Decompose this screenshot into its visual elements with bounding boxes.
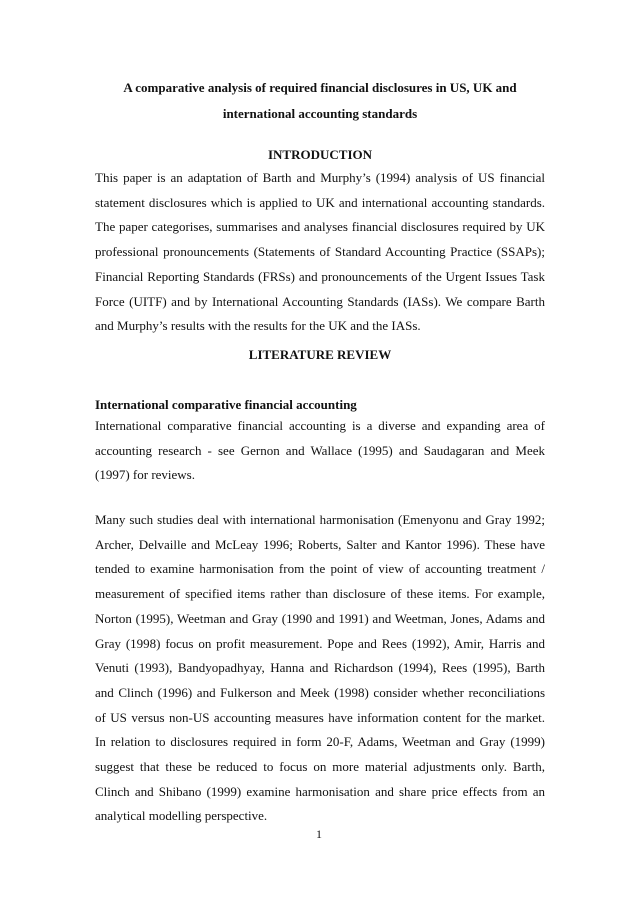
literature-paragraph-1: International comparative financial accounting is a diverse and expanding area of accounting research - see Gernon and Wallace (1995) and Saudagaran and Meek (1997) for reviews. — [95, 418, 545, 483]
paper-title: A comparative analysis of required financial disclosures in US, UK and international accounting standards — [123, 80, 517, 121]
introduction-heading: INTRODUCTION — [267, 147, 372, 162]
literature-paragraph-2: Many such studies deal with international harmonisation (Emenyonu and Gray 1992; Archer, Delvaille and McLeay 1996; Roberts, Salter and Kantor 1996). These have tended to examine harmonisation from the point of view of accounting treatment / measurement of specified items rather than disclosure of these items. For example, Norton (1995), Weetman and Gray (1990 and 1991) and Weetman, Jones, Adams and Gray (1998) focus on profit measurement. Pope and Rees (1992), Amir, Harris and Venuti (1993), Bandyopadhyay, Hanna and Richardson (1994), Rees (1995), Barth and Clinch (1996) and Fulkerson and Meek (1998) consider whether reconciliations of US versus non-US accounting measures have information content for the market. In relation to disclosures required in form 20-F, Adams, Weetman and Gray (1999) suggest that these be reduced to focus on more material adjustments only. Barth, Clinch and Shibano (1999) examine harmonisation and share price effects from an analytical modelling perspective. — [95, 512, 545, 824]
literature-review-heading: LITERATURE REVIEW — [248, 347, 392, 362]
introduction-paragraph: This paper is an adaptation of Barth and Murphy’s (1994) analysis of US financial statement disclosures which is applied to UK and international accounting standards. The paper categorises, summarises and analyses financial disclosures required by UK professional pronouncements (Statements of Standard Accounting Practice (SSAPs); Financial Reporting Standards (FRSs) and pronouncements of the Urgent Issues Task Force (UITF) and by International Accounting Standards (IASs). We compare Barth and Murphy’s results with the results for the UK and the IASs. — [95, 170, 545, 334]
comparative-accounting-subheading: International comparative financial accounting — [95, 397, 357, 412]
page-number: 1 — [316, 827, 322, 841]
